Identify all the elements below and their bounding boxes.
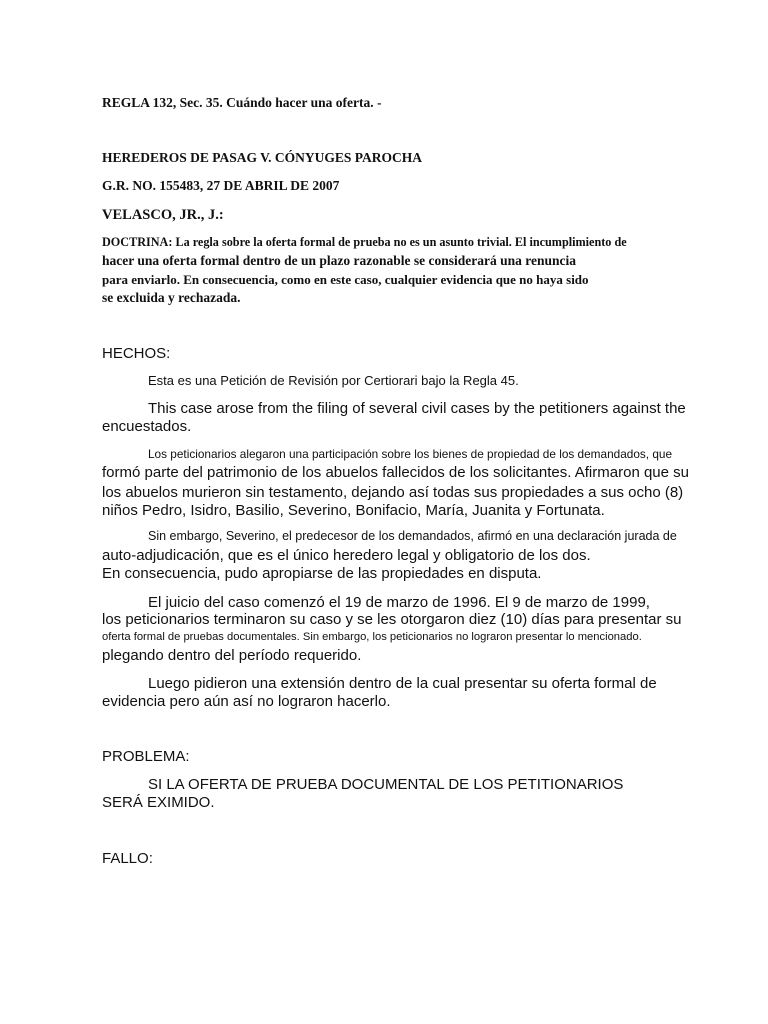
ruling-heading: FALLO: <box>102 850 153 867</box>
facts-paragraph-1: Esta es una Petición de Revisión por Certiorari bajo la Regla 45. <box>148 373 519 388</box>
facts-paragraph-3-line-4: niños Pedro, Isidro, Basilio, Severino, Bonifacio, María, Juanita y Fortunata. <box>102 502 605 519</box>
facts-paragraph-3-line-1: Los peticionarios alegaron una participación sobre los bienes de propiedad de los demandados, que <box>148 447 673 461</box>
facts-heading: HECHOS: <box>102 345 171 362</box>
issue-line-1: SI LA OFERTA DE PRUEBA DOCUMENTAL DE LOS PETITIONARIOS <box>148 776 624 793</box>
facts-paragraph-5-line-2: los peticionarios terminaron su caso y se les otorgaron diez (10) días para presentar su <box>102 611 682 628</box>
issue-line-2: SERÁ EXIMIDO. <box>102 794 215 811</box>
case-title: HEREDEROS DE PASAG V. CÓNYUGES PAROCHA <box>102 150 423 165</box>
facts-paragraph-5-line-3: oferta formal de pruebas documentales. Sin embargo, los peticionarios no lograron presentar lo mencionado. <box>102 631 642 643</box>
facts-paragraph-2-line-1: This case arose from the filing of several civil cases by the petitioners against the <box>148 400 686 417</box>
facts-paragraph-3-line-3: los abuelos murieron sin testamento, dejando así todas sus propiedades a sus ocho (8) <box>102 484 684 501</box>
doctrine-line-1: DOCTRINA: La regla sobre la oferta formal de prueba no es un asunto trivial. El incumplimiento de <box>102 235 627 249</box>
facts-paragraph-4-line-1: Sin embargo, Severino, el predecesor de los demandados, afirmó en una declaración jurada de <box>148 529 677 543</box>
facts-paragraph-4-line-3: En consecuencia, pudo apropiarse de las propiedades en disputa. <box>102 565 542 582</box>
rule-reference: REGLA 132, Sec. 35. Cuándo hacer una oferta. - <box>102 95 382 110</box>
facts-paragraph-5-line-4: plegando dentro del período requerido. <box>102 647 362 664</box>
doctrine-line-2: hacer una oferta formal dentro de un plazo razonable se considerará una renuncia <box>102 253 576 268</box>
facts-paragraph-3-line-2: formó parte del patrimonio de los abuelos fallecidos de los solicitantes. Afirmaron que su <box>102 464 689 481</box>
doctrine-line-3: para enviarlo. En consecuencia, como en este caso, cualquier evidencia que no haya sido <box>102 272 589 287</box>
facts-paragraph-5-line-1: El juicio del caso comenzó el 19 de marzo de 1996. El 9 de marzo de 1999, <box>148 594 650 611</box>
facts-paragraph-6-line-1: Luego pidieron una extensión dentro de la cual presentar su oferta formal de <box>148 675 657 692</box>
case-number: G.R. NO. 155483, 27 DE ABRIL DE 2007 <box>102 178 340 193</box>
facts-paragraph-2-line-2: encuestados. <box>102 418 192 435</box>
ponente: VELASCO, JR., J.: <box>102 207 224 223</box>
facts-paragraph-6-line-2: evidencia pero aún así no lograron hacerlo. <box>102 693 391 710</box>
doctrine-line-4: se excluida y rechazada. <box>102 290 241 305</box>
facts-paragraph-4-line-2: auto-adjudicación, que es el único heredero legal y obligatorio de los dos. <box>102 547 591 564</box>
issue-heading: PROBLEMA: <box>102 748 190 765</box>
